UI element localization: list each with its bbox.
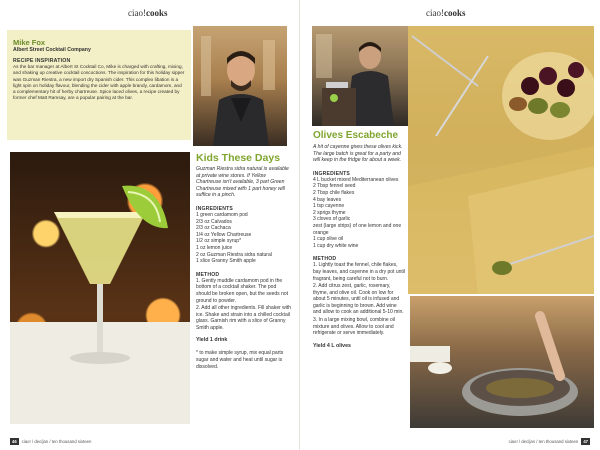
method-step: 2. Add citrus zest, garlic, rosemary, thyme, and olive oil. Cook on low for about 5 minutes, until oil is infused and garlic is beginning to brown. Add wine and allow to cook an additional 5-10 min. xyxy=(313,283,404,316)
footer-right-text: ciao! / dec/jan / ten thousand sixteen xyxy=(508,439,579,444)
method-step: 2. Add all other ingredients. Fill shaker with ice. Shake and strain into a chilled cocktail glass. Garnish rim with a slice of Granny Smith apple. xyxy=(196,305,292,331)
list-item: 1 cup olive oil xyxy=(313,236,344,243)
olives-method-heading: METHOD xyxy=(313,256,337,263)
running-head-bold: cooks xyxy=(146,8,168,18)
kids-note: * to make simple syrup, mix equal parts sugar and water and heat until sugar is dissolved. xyxy=(196,350,284,370)
list-item: 1 cup dry white wine xyxy=(313,242,359,249)
list-item: 1 slice Granny Smith apple xyxy=(196,258,256,265)
olives-yield: Yield 4 L olives xyxy=(313,342,351,349)
kids-intro: Guzman Riestra sidra natural is available at private wine stores. If Yellow Chartreuse isn't available, 3 part Green Chartreuse mixed with 1 part honey will suffice in a pinch. xyxy=(196,166,289,199)
kids-yield: Yield 1 drink xyxy=(196,337,228,344)
olives-escabeche-recipe xyxy=(313,130,405,349)
list-item: zest (large strips) of one lemon and one orange xyxy=(313,222,402,236)
page-number-left: 46 xyxy=(12,439,17,444)
list-item: 2/3 oz Calvados xyxy=(196,218,232,225)
list-item: 2 oz Guzman Riestra sidra natural xyxy=(196,251,272,258)
list-item: 2 sprigs thyme xyxy=(313,209,346,216)
running-head-left xyxy=(128,8,168,18)
right-page xyxy=(300,0,600,450)
method-step: 3. In a large mixing bowl, combine oil mixture and olives. Allow to cool and refrigerate or serve immediately. xyxy=(313,317,395,337)
intro-heading: RECIPE INSPIRATION xyxy=(13,58,71,64)
kids-ingredients-list xyxy=(196,212,292,265)
list-item: 1/4 oz Yellow Chartreuse xyxy=(196,231,252,238)
olives-method-list xyxy=(313,262,405,337)
list-item: 2/3 oz Cachaca xyxy=(196,225,231,232)
page-number-right: 47 xyxy=(583,439,588,444)
intro-company: Albert Street Cocktail Company xyxy=(13,47,91,53)
kids-method-list xyxy=(196,278,292,332)
intro-text: As the bar manager at Albert St Cocktail Co, Mike is charged with crafting, mixing, and shaking up creative cocktail concoctions. The inspiration for this holiday sipper was Guzman Riestra, a new import dry Spanish cider. This complex libation is a light spin on holiday flavour, blending the cider with apple brandy, cardamom, and a complementary hit of herby chartreuse. Spice laced olives, a recipe created by former chef Matt Ramsay, are a popular pairing at the bar. xyxy=(13,64,185,101)
list-item: 2 Tbsp chile flakes xyxy=(313,189,355,196)
list-item: 2 Tbsp fennel seed xyxy=(313,183,356,190)
intro-name: Mike Fox xyxy=(13,38,46,47)
olives-ingredients-list xyxy=(313,177,405,250)
intro-box xyxy=(7,30,191,140)
cocktail-photo xyxy=(10,152,190,424)
olives-intro: A hit of cayenne gives these olives kick. The large batch is great for a party and will keep in the fridge for about a week. xyxy=(313,144,403,164)
footer-left xyxy=(10,438,91,445)
running-head-right xyxy=(426,8,466,18)
olives-title: Olives Escabeche xyxy=(313,130,399,141)
list-item: 1 tsp cayenne xyxy=(313,203,345,210)
footer-left-text: ciao! / dec/jan / ten thousand sixteen xyxy=(21,439,92,444)
bartender-photo-left xyxy=(193,26,287,146)
method-step: 1. Lightly toast the fennel, chile flakes, bay leaves, and cayenne in a dry pot until fragrant, being careful not to burn. xyxy=(313,262,406,282)
method-step: 1. Gently muddle cardamom pod in the bottom of a cocktail shaker. The pod should be broken open, but the seeds not ground to powder. xyxy=(196,277,289,304)
olives-ingredients-heading: INGREDIENTS xyxy=(313,170,351,177)
kids-these-days-recipe xyxy=(196,152,292,370)
kids-method-heading: METHOD xyxy=(196,271,220,278)
list-item: 3 cloves of garlic xyxy=(313,216,351,223)
list-item: 4 bay leaves xyxy=(313,196,342,203)
running-head-pre: ciao! xyxy=(128,8,146,18)
list-item: 1 oz lemon juice xyxy=(196,244,233,251)
list-item: 4 L bucket mixed Mediterranean olives xyxy=(313,176,399,183)
list-item: 1/2 oz simple syrup* xyxy=(196,238,242,245)
olives-photo xyxy=(408,26,594,294)
pan-photo xyxy=(410,296,594,428)
kids-title: Kids These Days xyxy=(196,152,281,164)
footer-right xyxy=(509,438,590,445)
kids-ingredients-heading: INGREDIENTS xyxy=(196,205,234,212)
running-head-pre: ciao! xyxy=(426,8,444,18)
bartender-photo-right xyxy=(312,26,408,126)
running-head-bold: cooks xyxy=(444,8,466,18)
list-item: 1 green cardamom pod xyxy=(196,211,248,218)
